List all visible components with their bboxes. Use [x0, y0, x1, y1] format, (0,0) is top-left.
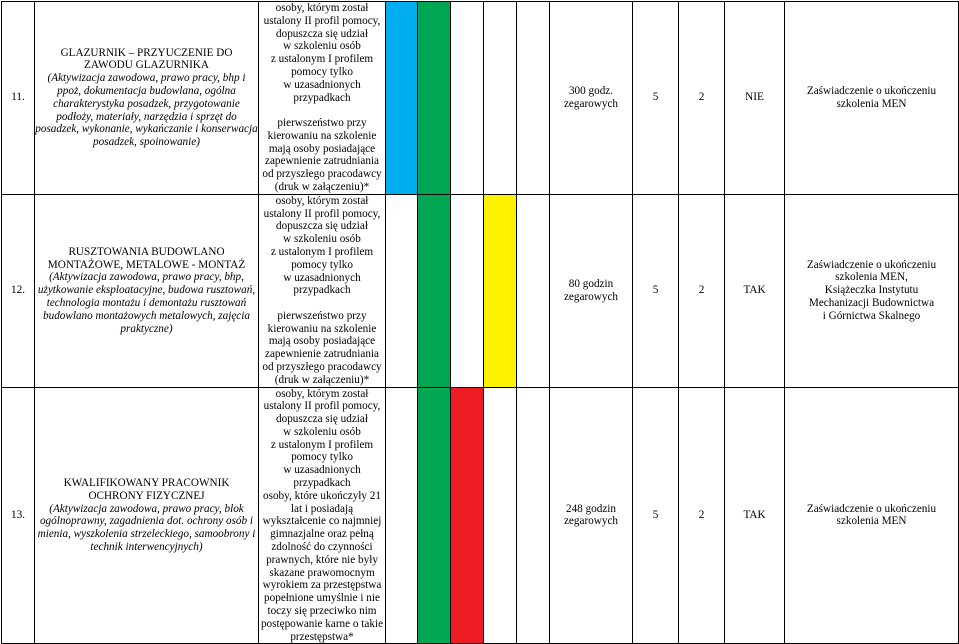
- condition-line: zapewnienie zatrudniania: [265, 348, 379, 361]
- course-title: KWALIFIKOWANY PRACOWNIK OCHRONY FIZYCZNEJ: [63, 477, 230, 502]
- conditions-cell: [259, 2, 386, 195]
- color-marker-3: [451, 2, 484, 195]
- hours-cell: [550, 387, 633, 644]
- value-a: 5: [633, 387, 679, 644]
- certificate-line: Zaświadczenie o ukończeniu: [806, 258, 937, 271]
- conditions-cell: [259, 387, 386, 644]
- condition-line: osoby, którym został: [275, 387, 369, 400]
- certificate-line: Mechanizacji Budownictwa: [808, 297, 935, 310]
- condition-line: z ustalonym I profilem: [270, 245, 374, 258]
- color-marker-1: [386, 2, 418, 195]
- course-title: GLAZURNIK – PRZYUCZENIE DO ZAWODU GLAZURNIKA: [60, 46, 233, 72]
- certificate-line: Zaświadczenie o ukończeniu: [806, 85, 937, 98]
- condition-line: toczy się przeciwko nim: [267, 605, 377, 618]
- condition-line: kierowaniu na szkolenie: [267, 322, 377, 335]
- hours-unit: zegarowych: [563, 515, 619, 528]
- certificate-line: szkolenia MEN,: [835, 271, 908, 284]
- condition-line: od przyszłego pracodawcy: [262, 360, 382, 373]
- condition-line: w szkoleniu osób: [283, 233, 361, 246]
- color-marker-5: [517, 387, 550, 644]
- certificate-cell: [785, 2, 959, 195]
- value-a: 5: [633, 2, 679, 195]
- conditions-cell: [259, 194, 386, 387]
- condition-line: lat i posiadają: [290, 502, 354, 515]
- condition-line: popełnione umyślnie i nie: [264, 592, 380, 605]
- courses-table: [1, 1, 959, 644]
- condition-line: dopuszcza się udział: [276, 220, 368, 233]
- condition-line: kierowaniu na szkolenie: [267, 129, 377, 142]
- certificate-line: Książeczka Instytutu: [824, 284, 919, 297]
- condition-line: pierwszeństwo przy: [277, 309, 367, 322]
- hours-cell: [550, 2, 633, 195]
- color-marker-2: [418, 194, 451, 387]
- value-a: 5: [633, 194, 679, 387]
- color-marker-4: [484, 2, 517, 195]
- condition-line: ustalony II profil pomocy,: [263, 14, 381, 27]
- course-title-cell: [35, 387, 259, 644]
- condition-line: w uzasadnionych: [283, 78, 361, 91]
- color-marker-4: [484, 194, 517, 387]
- condition-line: w szkoleniu osób: [283, 40, 361, 53]
- condition-line: dopuszcza się udział: [276, 413, 368, 426]
- table-row: [2, 2, 959, 195]
- certificate-line: i Górnictwa Skalnego: [822, 309, 921, 322]
- condition-line: pomocy tylko: [291, 451, 353, 464]
- condition-line: wykształcenie co najmniej: [262, 515, 382, 528]
- condition-line: w szkoleniu osób: [283, 425, 361, 438]
- flag-cell: TAK: [725, 387, 785, 644]
- row-number: 13.: [2, 387, 35, 644]
- value-b: 2: [679, 194, 725, 387]
- color-marker-3: [451, 387, 484, 644]
- condition-line: prawnych, które nie były: [266, 553, 378, 566]
- condition-line: zdolność do czynności: [271, 541, 373, 554]
- course-title-cell: [35, 2, 259, 195]
- condition-line: pomocy tylko: [291, 258, 353, 271]
- hours-unit: zegarowych: [563, 290, 619, 303]
- condition-line: ustalony II profil pomocy,: [263, 400, 381, 413]
- color-marker-5: [517, 194, 550, 387]
- condition-line: z ustalonym I profilem: [270, 53, 374, 66]
- value-b: 2: [679, 387, 725, 644]
- flag-cell: NIE: [725, 2, 785, 195]
- course-subtitle: (Aktywizacja zawodowa, prawo pracy, bhp i ppoż, dokumentacja budowlana, ogólna charakterystyka posadzek, przygotowanie podłoży, materiały, narzędzia i sprzęt do posadzek, wykonanie, wykańczanie i konserwacja posadzek, spoinowanie): [35, 72, 258, 149]
- condition-line: przypadkach: [293, 477, 351, 490]
- hours-cell: [550, 194, 633, 387]
- condition-line: przypadkach: [293, 284, 351, 297]
- condition-gap: [259, 104, 385, 117]
- value-b: 2: [679, 2, 725, 195]
- color-marker-2: [418, 387, 451, 644]
- color-marker-5: [517, 2, 550, 195]
- condition-line: osoby, którym został: [275, 2, 369, 14]
- condition-line: wyrokiem za przestępstwa: [262, 579, 382, 592]
- table-row: [2, 387, 959, 644]
- certificate-line: Zaświadczenie o ukończeniu: [806, 502, 937, 515]
- color-marker-2: [418, 2, 451, 195]
- condition-line: z ustalonym I profilem: [270, 438, 374, 451]
- course-subtitle: (Aktywizacja zawodowa, prawo pracy, blok ogólnoprawny, zagadnienia dot. ochrony osób i mienia, wyszkolenia strzeleckiego, samoobrony i technik interwencyjnych): [37, 502, 256, 554]
- course-title-cell: [35, 194, 259, 387]
- hours-value: 80 godzin: [568, 277, 614, 290]
- certificate-line: szkolenia MEN: [836, 515, 907, 528]
- color-marker-1: [386, 194, 418, 387]
- condition-line: osoby, które ukończyły 21: [263, 489, 381, 502]
- condition-line: przypadkach: [293, 91, 351, 104]
- condition-line: gimnazjalne oraz pełną: [270, 528, 374, 541]
- color-marker-3: [451, 194, 484, 387]
- condition-line: (druk w załączeniu)*: [274, 180, 370, 193]
- condition-line: ustalony II profil pomocy,: [263, 207, 381, 220]
- color-marker-4: [484, 387, 517, 644]
- course-subtitle: (Aktywizacja zawodowa, prawo pracy, bhp, użytkowanie eksploatacyjne, budowa rusztowań, technologia montażu i demontażu rusztowań budowlano montażowych metalowych, zajęcia praktyczne): [37, 271, 256, 335]
- table-row: [2, 194, 959, 387]
- condition-line: (druk w załączeniu)*: [274, 373, 370, 386]
- row-number: 12.: [2, 194, 35, 387]
- condition-line: pierwszeństwo przy: [277, 116, 367, 129]
- condition-line: osoby, którym został: [275, 194, 369, 207]
- hours-value: 300 godz.: [568, 85, 614, 98]
- condition-line: dopuszcza się udział: [276, 27, 368, 40]
- row-number: 11.: [2, 2, 35, 195]
- color-marker-1: [386, 387, 418, 644]
- condition-line: zapewnienie zatrudniania: [265, 155, 379, 168]
- condition-line: w uzasadnionych: [283, 464, 361, 477]
- certificate-cell: [785, 194, 959, 387]
- condition-line: mają osoby posiadające: [268, 335, 376, 348]
- condition-line: skazane prawomocnym: [269, 566, 375, 579]
- condition-line: postępowanie karne o takie: [260, 617, 384, 630]
- condition-line: od przyszłego pracodawcy: [262, 168, 382, 181]
- condition-line: pomocy tylko: [291, 65, 353, 78]
- condition-line: mają osoby posiadające: [268, 142, 376, 155]
- condition-line: przestępstwa*: [290, 630, 354, 643]
- flag-cell: TAK: [725, 194, 785, 387]
- certificate-cell: [785, 387, 959, 644]
- condition-line: w uzasadnionych: [283, 271, 361, 284]
- hours-unit: zegarowych: [563, 97, 619, 110]
- condition-gap: [259, 297, 385, 310]
- course-title: RUSZTOWANIA BUDOWLANO MONTAŻOWE, METALOWE - MONTAŻ: [47, 245, 246, 271]
- hours-value: 248 godzin: [565, 502, 617, 515]
- certificate-line: szkolenia MEN: [836, 97, 907, 110]
